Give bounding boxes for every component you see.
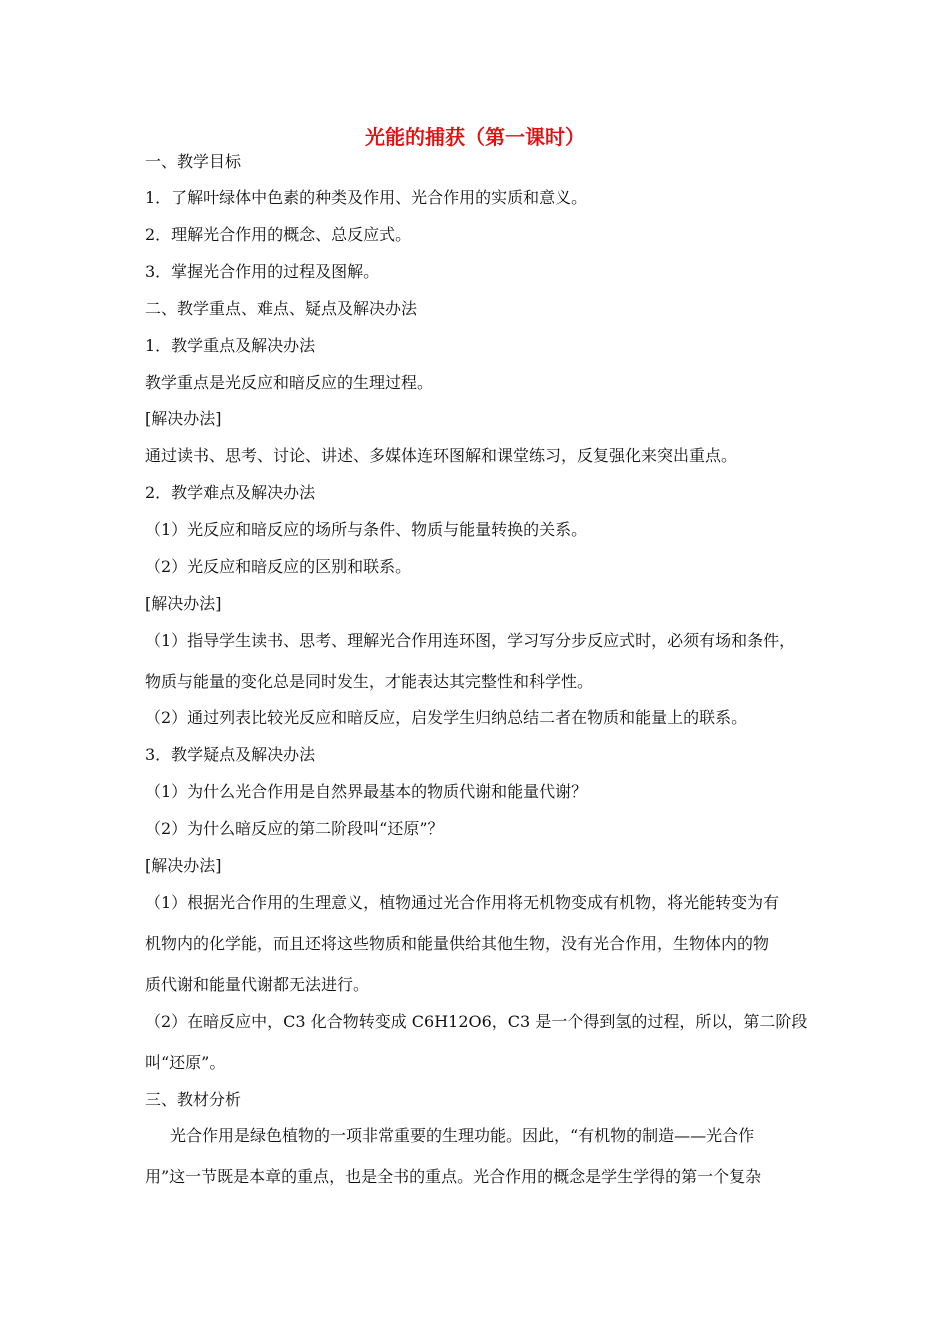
section-heading-objectives: 一、教学目标 [145,152,242,171]
paragraph-line: 物质与能量的变化总是同时发生，才能表达其完整性和科学性。 [145,672,594,691]
solution-label: [解决办法] [145,409,222,428]
paragraph-line: 教学重点是光反应和暗反应的生理过程。 [145,373,434,392]
paragraph-line: （2）在暗反应中，C3 化合物转变成 C6H12O6，C3 是一个得到氢的过程，所以，第二阶段 [145,1012,808,1031]
subsection-heading: 3．教学疑点及解决办法 [145,745,316,764]
paragraph-line: 2．理解光合作用的概念、总反应式。 [145,225,412,244]
paragraph-line: （2）通过列表比较光反应和暗反应，启发学生归纳总结二者在物质和能量上的联系。 [145,708,748,727]
paragraph-line: （2）光反应和暗反应的区别和联系。 [145,557,412,576]
paragraph-line: 1．了解叶绿体中色素的种类及作用、光合作用的实质和意义。 [145,188,588,207]
subsection-heading: 2．教学难点及解决办法 [145,483,316,502]
paragraph-line: 3．掌握光合作用的过程及图解。 [145,262,380,281]
paragraph-line: 质代谢和能量代谢都无法进行。 [145,975,370,994]
paragraph-line: （1）根据光合作用的生理意义，植物通过光合作用将无机物变成有机物，将光能转变为有 [145,893,780,912]
paragraph-line: 通过读书、思考、讨论、讲述、多媒体连环图解和课堂练习，反复强化来突出重点。 [145,446,738,465]
paragraph-line: （1）为什么光合作用是自然界最基本的物质代谢和能量代谢？ [145,782,588,801]
paragraph-line: 叫“还原”。 [145,1053,226,1072]
solution-label: [解决办法] [145,856,222,875]
solution-label: [解决办法] [145,594,222,613]
paragraph-line: （2）为什么暗反应的第二阶段叫“还原”？ [145,819,444,838]
paragraph-line: 光合作用是绿色植物的一项非常重要的生理功能。因此，“有机物的制造——光合作 [170,1126,755,1145]
section-heading-key-points: 二、教学重点、难点、疑点及解决办法 [145,299,418,318]
subsection-heading: 1．教学重点及解决办法 [145,336,316,355]
paragraph-line: （1）指导学生读书、思考、理解光合作用连环图，学习写分步反应式时，必须有场和条件， [145,631,796,650]
paragraph-line: 机物内的化学能，而且还将这些物质和能量供给其他生物，没有光合作用，生物体内的物 [145,934,770,953]
paragraph-line: （1）光反应和暗反应的场所与条件、物质与能量转换的关系。 [145,520,588,539]
section-heading-textbook-analysis: 三、教材分析 [145,1090,242,1109]
document-title: 光能的捕获（第一课时） [365,125,585,149]
paragraph-line: 用”这一节既是本章的重点，也是全书的重点。光合作用的概念是学生学得的第一个复杂 [145,1167,762,1186]
